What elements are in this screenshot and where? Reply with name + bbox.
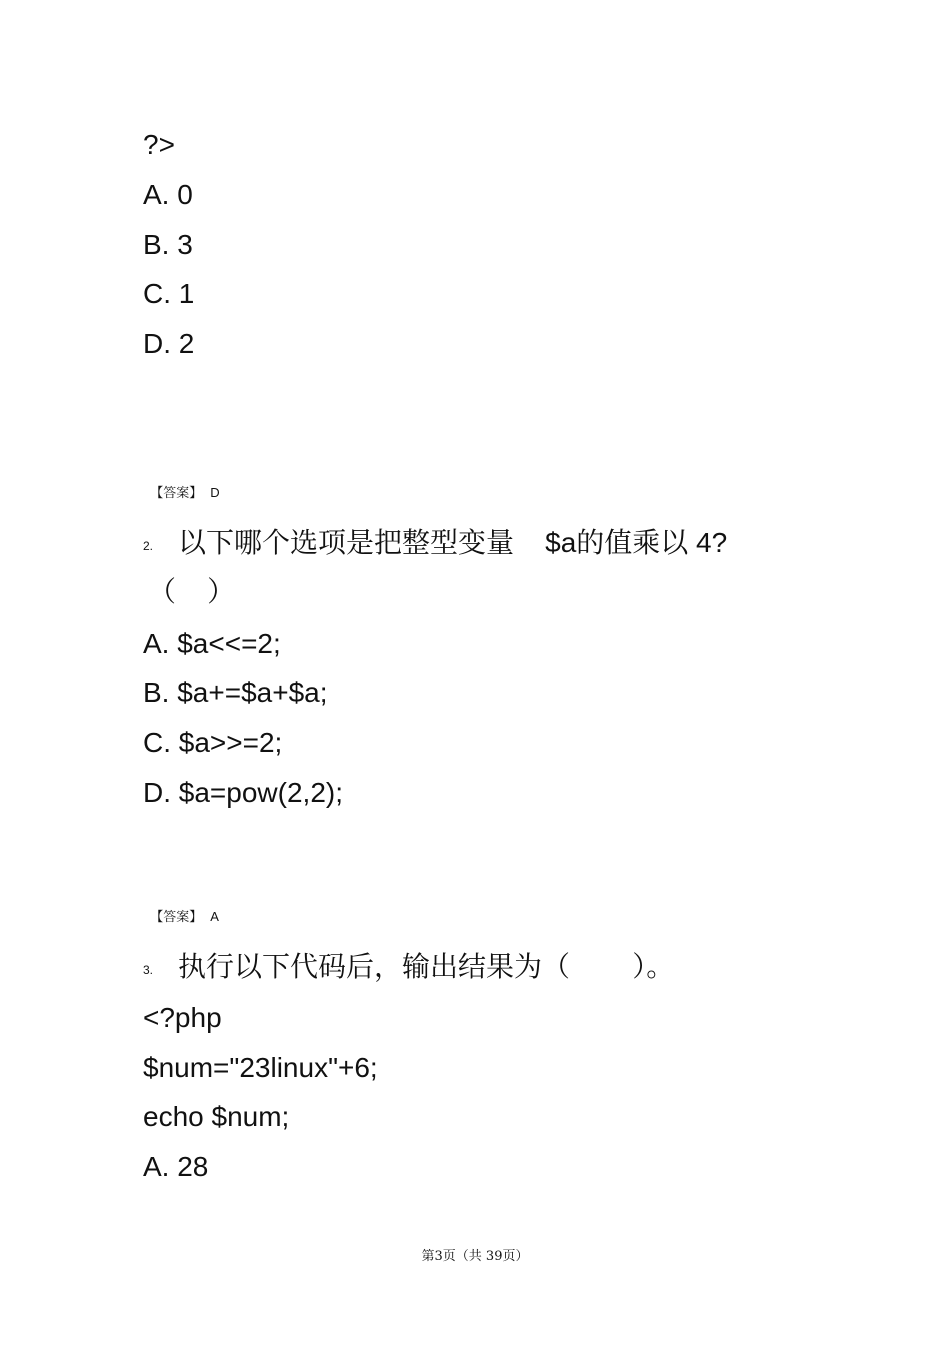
question-text: 以下哪个选项是把整型变量 $a的值乘以 4? [178,527,728,558]
option-d: D. 2 [143,328,195,359]
question-number: 2. [143,539,154,553]
answer-value: A [210,909,219,924]
option-a: A. $a<<=2; [143,628,281,659]
code-line: <?php [143,1002,222,1033]
answer-label: 【答案】 [150,909,203,924]
question-number: 3. [143,963,154,977]
page-footer: 第3页（共 39页） [421,1249,529,1264]
answer-line [143,893,219,925]
code-line: $num="23linux"+6; [143,1052,378,1083]
option-d: D. $a=pow(2,2); [143,777,343,808]
answer-line [143,469,220,501]
question-text: 执行以下代码后，输出结果为（ ）。 [178,951,675,982]
option-c: C. 1 [143,278,195,309]
code-line: ?> [143,129,175,160]
option-a: A. 28 [143,1151,209,1182]
option-c: C. $a>>=2; [143,727,283,758]
answer-value: D [210,485,220,500]
answer-label: 【答案】 [150,485,203,500]
option-b: B. $a+=$a+$a; [143,677,328,708]
option-a: A. 0 [143,179,193,210]
question-blank: （ ） [148,576,236,607]
code-line: echo $num; [143,1101,290,1132]
option-b: B. 3 [143,229,193,260]
